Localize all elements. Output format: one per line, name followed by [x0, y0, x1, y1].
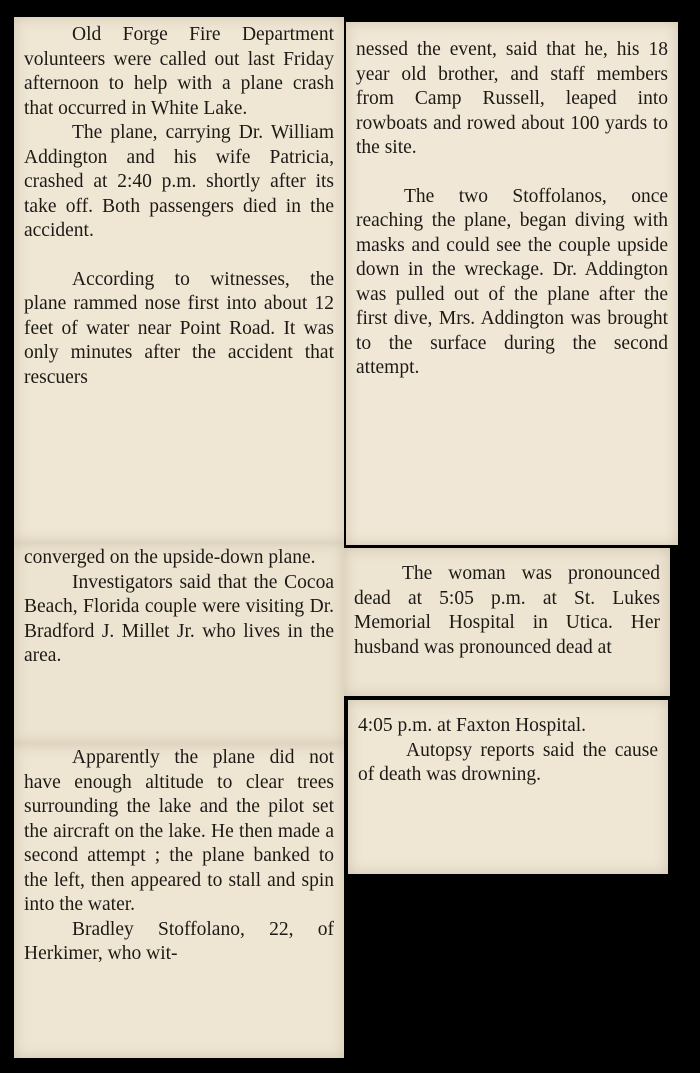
- paragraph-crash-details: The plane, carrying Dr. William Addington and his wife Patricia, crashed at 2:40 p.m. shortly after its take off. Both passengers died in the accident.: [24, 122, 334, 241]
- paragraph-stoffolano: Bradley Stoffolano, 22, of Herkimer, who wit-: [24, 918, 334, 964]
- clipping-investigators: [14, 542, 344, 744]
- article-column: [24, 746, 334, 967]
- paragraph-pronounced: The woman was pronounced dead at 5:05 p.m. at St. Lukes Memorial Hospital in Utica. Her husband was pronounced dead at: [354, 563, 660, 658]
- clipping-fire-department: [14, 17, 344, 542]
- clipping-autopsy: [348, 700, 668, 874]
- paragraph-autopsy: Autopsy reports said the cause of death was drowning.: [358, 739, 658, 785]
- article-column: [24, 546, 334, 669]
- paragraph-witnesses: According to witnesses, the plane rammed nose first into about 12 feet of water near Point Road. It was only minutes after the accident that rescuers: [24, 268, 334, 388]
- paragraph-opening: Old Forge Fire Department volunteers were called out last Friday afternoon to help with a plane crash that occurred in White Lake.: [24, 24, 334, 119]
- clipping-pronounced-dead: [344, 548, 670, 696]
- article-column: [24, 23, 334, 390]
- paragraph-witnessed: nessed the event, said that he, his 18 year old brother, and staff members from Camp Russell, leaped into rowboats and rowed about 100 yards to the site.: [356, 39, 668, 158]
- paragraph-altitude: Apparently the plane did not have enough altitude to clear trees surrounding the lake and the pilot set the aircraft on the lake. He then made a second attempt ; the plane banked to the left, then appeared to stall and spin into the water.: [24, 747, 334, 915]
- article-column: [356, 38, 668, 381]
- paragraph-investigators: Investigators said that the Cocoa Beach, Florida couple were visiting Dr. Bradford J. Millet Jr. who lives in the area.: [24, 571, 334, 666]
- clipping-rescue: [346, 22, 678, 545]
- paragraph-diving: The two Stoffolanos, once reaching the plane, began diving with masks and could see the couple upside down in the wreckage. Dr. Addington was pulled out of the plane after the first dive, Mrs. Addington was brought to the surface during the second attempt.: [356, 185, 668, 378]
- article-column: [354, 562, 660, 660]
- article-column: [358, 714, 658, 788]
- paragraph-converged: converged on the upside-down plane.: [24, 547, 316, 568]
- clipping-altitude: [14, 744, 344, 1058]
- paragraph-faxton: 4:05 p.m. at Faxton Hospital.: [358, 715, 587, 736]
